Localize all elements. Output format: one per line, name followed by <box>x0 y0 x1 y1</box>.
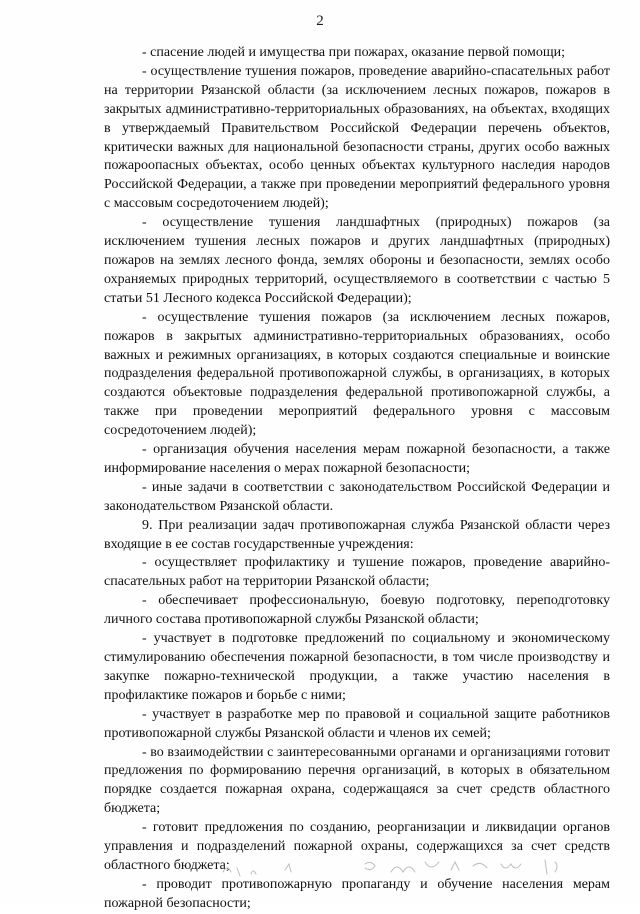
paragraph-rescue-people: - спасение людей и имущества при пожарах, оказание первой помощи; <box>142 45 566 60</box>
paragraph-propaganda: - проводит противопожарную пропаганду и обучение населения мерам пожарной безопасности; <box>104 876 610 911</box>
paragraph-section-9: 9. При реализации задач противопожарная служба Рязанской области через входящие в ее состав государственные учреждения: <box>104 517 610 552</box>
paragraph-fire-exceptions: - осуществление тушения пожаров (за исключением лесных пожаров, пожаров в закрытых административно-территориальных образованиях, особо важных и режимных организациях, в которых создаются специальные и воинские подразделения федеральной противопожарной службы, в организациях, в которых создаются объектовые подразделения федеральной противопожарной службы, а также при проведении мероприятий федерального уровня с массовым сосредоточением людей); <box>104 309 610 439</box>
paragraph-population-training: - организация обучения населения мерам пожарной безопасности, а также информирование населения о мерах пожарной безопасности; <box>104 442 610 476</box>
paragraph-fire-extinguishing: - осуществление тушения пожаров, проведение аварийно-спасательных работ на территории Рязанской области (за исключением лесных пожаров, пожаров в закрытых административно-территориальных образованиях, на объектах, входящих в утверждаемый Правительством Российской Федерации перечень объектов, критически важных для национальной безопасности страны, других особо важных пожароопасных объектах, особо ценных объектах культурного наследия народов Российской Федерации, а также при проведении мероприятий федерального уровня с массовым сосредоточением людей); <box>104 63 610 212</box>
paragraph-legal-protection: - участвует в разработке мер по правовой и социальной защите работников противопожарной службы Рязанской области и членов их семей; <box>104 706 610 741</box>
page-number: 2 <box>316 13 324 29</box>
paragraph-landscape-fires: - осуществление тушения ландшафтных (природных) пожаров (за исключением тушения лесных пожаров и других ландшафтных (природных) пожаров на землях лесного фонда, землях обороны и безопасности, землях особо охраняемых природных территорий, осуществляемого в соответствии с частью 5 статьи 51 Лесного кодекса Российской Федерации); <box>104 215 610 306</box>
paragraph-reorganization: - готовит предложения по созданию, реорганизации и ликвидации органов управления и подразделений пожарной охраны, содержащихся за счет средств областного бюджета; <box>104 820 610 873</box>
faint-bleed-through-scribble <box>215 850 575 884</box>
document-body <box>104 44 610 914</box>
paragraph-prevention: - осуществляет профилактику и тушение пожаров, проведение аварийно-спасательных работ на территории Рязанской области; <box>104 555 610 590</box>
paragraph-other-tasks: - иные задачи в соответствии с законодательством Российской Федерации и законодательством Рязанской области. <box>104 479 610 514</box>
paragraph-training: - обеспечивает профессиональную, боевую подготовку, переподготовку личного состава противопожарной службы Рязанской области; <box>104 593 610 628</box>
paragraph-organizations-list: - во взаимодействии с заинтересованными органами и организациями готовит предложения по формированию перечня организаций, в которых в обязательном порядке создается пожарная охрана, содержащаяся за счет средств областного бюджета; <box>104 744 610 817</box>
paragraph-proposals: - участвует в подготовке предложений по социальному и экономическому стимулированию обеспечения пожарной безопасности, в том числе производству и закупке пожарно-технической продукции, а также участию населения в профилактике пожаров и борьбе с ними; <box>104 631 610 703</box>
